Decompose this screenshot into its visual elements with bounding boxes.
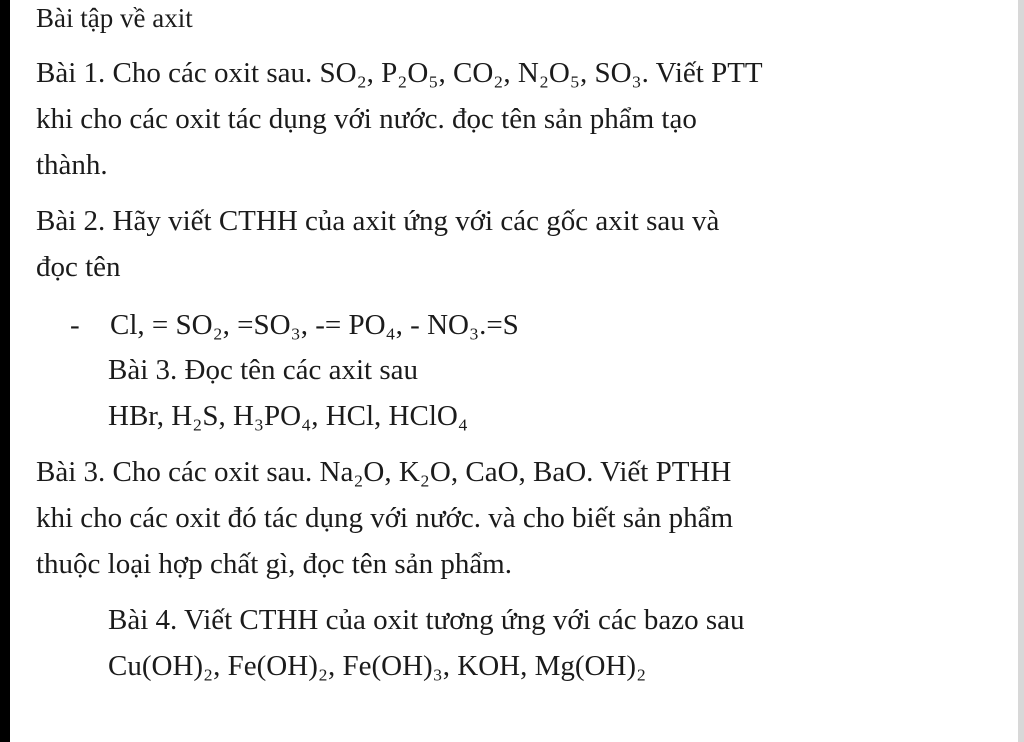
exercise-2-radicals bbox=[70, 303, 519, 348]
left-dark-border bbox=[0, 0, 10, 742]
exercise-1-line-3: thành. bbox=[36, 149, 108, 181]
exercise-3a-line-1: Bài 3. Đọc tên các axit sau bbox=[108, 354, 419, 386]
exercise-1-line-2: khi cho các oxit tác dụng với nước. đọc tên sản phẩm tạo bbox=[36, 103, 697, 135]
exercise-2-line-1: Bài 2. Hãy viết CTHH của axit ứng với các gốc axit sau và bbox=[36, 205, 720, 237]
exercise-4-line-1: Bài 4. Viết CTHH của oxit tương ứng với các bazo sau bbox=[108, 604, 745, 636]
exercise-3-line-2: khi cho các oxit đó tác dụng với nước. và cho biết sản phẩm bbox=[36, 502, 734, 534]
exercise-4-bases-list: Cu(OH)₂, Fe(OH)₂, Fe(OH)₃, KOH, Mg(OH)₂ bbox=[108, 650, 647, 682]
right-edge-shade bbox=[1018, 0, 1024, 742]
exercise-1-line-1: Bài 1. Cho các oxit sau. SO₂, P₂O₅, CO₂, N₂O₅, SO₃. Viết PTT bbox=[36, 57, 763, 89]
exercise-3-line-3: thuộc loại hợp chất gì, đọc tên sản phẩm. bbox=[36, 548, 512, 580]
exercise-2-line-2: đọc tên bbox=[36, 251, 121, 283]
radicals-list: Cl, = SO₂, =SO₃, -= PO₄, - NO₃.=S bbox=[110, 309, 519, 341]
bullet-dash: - bbox=[70, 309, 80, 341]
exercise-3a-acids-list: HBr, H₂S, H₃PO₄, HCl, HClO₄ bbox=[108, 400, 468, 432]
exercise-3-line-1: Bài 3. Cho các oxit sau. Na₂O, K₂O, CaO, BaO. Viết PTHH bbox=[36, 456, 732, 488]
document-title: Bài tập về axit bbox=[36, 3, 193, 33]
